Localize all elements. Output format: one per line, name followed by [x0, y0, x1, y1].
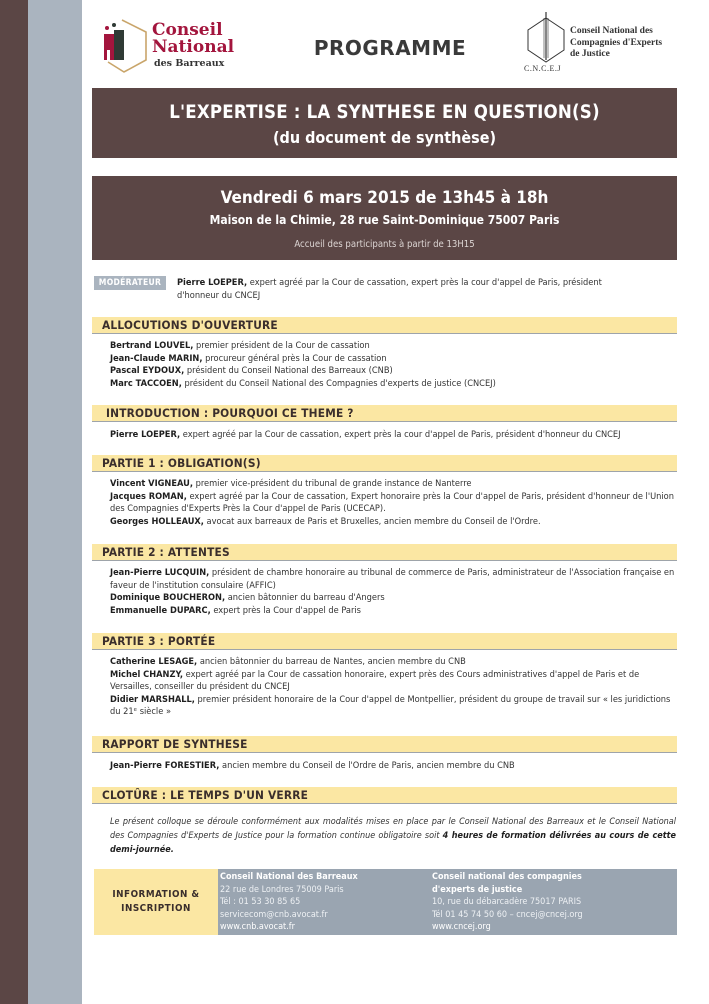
speaker-item: [110, 694, 675, 719]
speaker-desc: premier président honoraire de la Cour d'appel de Montpellier, président du groupe de travail sur « les juridictions du 21ᵉ siècle »: [110, 693, 671, 717]
speaker-list-rapport: [110, 760, 675, 773]
speaker-item: [110, 429, 675, 442]
info-tag: [94, 869, 218, 935]
cnb-logo-line3: des Barreaux: [154, 58, 225, 69]
note-bold: 4 heures de formation délivrées au cours de cette demi-journée.: [110, 831, 676, 855]
title-banner: [92, 88, 677, 158]
speaker-item: [110, 340, 675, 353]
speaker-item: [110, 478, 675, 491]
left-brown-bar: [0, 0, 28, 1004]
cncej-emblem-icon: [524, 12, 568, 66]
info-tag-line: INFORMATION &: [112, 889, 200, 900]
event-subtitle: (du document de synthèse): [272, 128, 497, 147]
speaker-list-partie-2: [110, 567, 675, 617]
event-title: L'EXPERTISE : LA SYNTHESE EN QUESTION(S): [169, 102, 600, 123]
section-header-cloture: [92, 787, 677, 804]
speaker-desc: expert agréé par la Cour de cassation, expert près la cour d'appel de Paris, président: [247, 277, 602, 288]
speaker-name: Didier MARSHALL,: [110, 693, 195, 705]
moderator-tag: MODÉRATEUR: [94, 276, 166, 290]
contact-address: 10, rue du débarcadère 75017 PARIS: [432, 897, 582, 908]
info-tag-line: INSCRIPTION: [121, 903, 191, 914]
speaker-desc: expert agréé par la Cour de cassation, Expert honoraire près la Cour d'appel de Paris, président d'honneur de l'Union des Compagnies d'Experts Près la Cour d'appel de Paris (UCECAP).: [110, 490, 674, 514]
section-header-partie-1: [92, 455, 677, 472]
section-title: RAPPORT DE SYNTHESE: [102, 737, 248, 751]
speaker-desc: expert agréé par la Cour de cassation honoraire, expert près des Cours administratives d'appel de Paris et de Versailles, conseiller du président du CNCEJ: [110, 668, 640, 692]
section-header-introduction: [92, 405, 677, 422]
contact-org-name: d'experts de justice: [432, 884, 523, 895]
cncej-name-line: Conseil National des: [570, 26, 653, 36]
event-venue: Maison de la Chimie, 28 rue Saint-Dominique 75007 Paris: [209, 213, 560, 227]
section-title: PARTIE 1 : OBLIGATION(S): [102, 456, 261, 470]
contact-email-link[interactable]: servicecom@cnb.avocat.fr: [220, 909, 328, 920]
contact-org-name: Conseil National des Barreaux: [220, 872, 358, 882]
speaker-item: [110, 656, 675, 669]
speaker-list-partie-3: [110, 656, 675, 719]
speaker-name: Dominique BOUCHERON,: [110, 592, 226, 603]
speaker-desc: expert près la Cour d'appel de Paris: [210, 604, 361, 616]
speaker-name: Pierre LOEPER,: [110, 429, 181, 440]
speaker-desc: avocat aux barreaux de Paris et Bruxelles, ancien membre du Conseil de l'Ordre.: [203, 515, 541, 527]
speaker-list-introduction: [110, 429, 675, 442]
section-title: PARTIE 2 : ATTENTES: [102, 545, 230, 559]
training-note: [110, 815, 676, 857]
speaker-item: [110, 378, 675, 391]
speaker-name: Vincent VIGNEAU,: [110, 478, 193, 489]
cnb-contact: [220, 871, 358, 934]
cnb-logo: [102, 16, 235, 76]
section-title: CLOTÛRE : LE TEMPS D'UN VERRE: [102, 788, 309, 802]
info-footer: [94, 869, 677, 935]
section-title: INTRODUCTION : POURQUOI CE THEME ?: [106, 406, 354, 420]
cncej-name: [570, 26, 662, 61]
section-header-opening: [92, 317, 677, 334]
speaker-name: Georges HOLLEAUX,: [110, 515, 204, 527]
speaker-desc: premier vice-président du tribunal de grande instance de Nanterre: [192, 478, 472, 489]
speaker-desc: d'honneur du CNCEJ: [177, 289, 261, 301]
note-text: Le présent colloque se déroule conformément aux modalités mises en place par le Conseil National des Barreaux et le Conseil National des Compagnies d'Experts de Justice pour la formation continue obligatoire soit: [110, 817, 676, 841]
speaker-item: [110, 669, 675, 694]
cncej-name-line: Compagnies d'Experts: [570, 37, 663, 48]
speaker-desc: ancien bâtonnier du barreau de Nantes, ancien membre du CNB: [197, 656, 466, 667]
section-header-rapport: [92, 736, 677, 753]
date-banner: [92, 176, 677, 260]
speaker-desc: expert agréé par la Cour de cassation, expert près la cour d'appel de Paris, président d'honneur du CNCEJ: [180, 429, 621, 440]
section-title: ALLOCUTIONS D'OUVERTURE: [102, 318, 278, 332]
speaker-item: [110, 491, 675, 516]
speaker-desc: ancien bâtonnier du barreau d'Angers: [225, 592, 385, 603]
speaker-desc: premier président de la Cour de cassation: [193, 340, 370, 351]
speaker-name: Jean-Pierre LUCQUIN,: [110, 567, 210, 578]
speaker-name: Jean-Claude MARIN,: [110, 352, 203, 364]
speaker-name: Emmanuelle DUPARC,: [110, 604, 211, 616]
speaker-name: Pierre LOEPER,: [177, 277, 248, 288]
speaker-list-opening: [110, 340, 675, 390]
cncej-contact: [432, 871, 583, 934]
cnb-logo-line2: National: [152, 37, 235, 57]
speaker-desc: président du Conseil National des Compagnies d'experts de justice (CNCEJ): [181, 377, 496, 389]
event-date: Vendredi 6 mars 2015 de 13h45 à 18h: [220, 188, 549, 208]
contact-address: 22 rue de Londres 75009 Paris: [220, 884, 344, 895]
speaker-item: [110, 353, 675, 366]
speaker-desc: procureur général près la Cour de cassation: [202, 352, 387, 364]
cncej-acronym: C.N.C.E.J: [524, 64, 561, 73]
speaker-item: [110, 605, 675, 618]
left-grey-bar: [28, 0, 82, 1004]
contact-org-name: Conseil national des compagnies: [432, 872, 582, 882]
speaker-list-partie-1: [110, 478, 675, 528]
contact-website-link[interactable]: www.cnb.avocat.fr: [220, 922, 295, 933]
section-header-partie-3: [92, 633, 677, 650]
cnb-logo-line1: Conseil: [152, 20, 223, 40]
speaker-item: [110, 516, 675, 529]
speaker-desc: président du Conseil National des Barreaux (CNB): [184, 365, 393, 376]
section-title: PARTIE 3 : PORTÉE: [102, 634, 216, 648]
cnb-emblem-icon: [102, 16, 152, 74]
speaker-name: Catherine LESAGE,: [110, 656, 198, 667]
speaker-item: [110, 592, 675, 605]
speaker-name: Jean-Pierre FORESTIER,: [110, 760, 220, 771]
cncej-logo: [524, 12, 684, 74]
speaker-desc: président de chambre honoraire au tribunal de commerce de Paris, administrateur de l'Association française en faveur de l'institution consulaire (AFFIC): [110, 567, 675, 591]
speaker-item: [110, 760, 675, 773]
speaker-name: Marc TACCOEN,: [110, 377, 182, 389]
speaker-name: Bertrand LOUVEL,: [110, 340, 194, 351]
speaker-item: [110, 365, 675, 378]
moderator-text: [177, 277, 657, 302]
speaker-desc: ancien membre du Conseil de l'Ordre de Paris, ancien membre du CNB: [219, 760, 515, 771]
speaker-item: [110, 567, 675, 592]
event-welcome: Accueil des participants à partir de 13H15: [294, 239, 475, 250]
speaker-name: Pascal EYDOUX,: [110, 365, 185, 376]
speaker-name: Michel CHANZY,: [110, 668, 184, 680]
cncej-name-line: de Justice: [570, 49, 610, 59]
page-title: PROGRAMME: [313, 36, 467, 60]
section-header-partie-2: [92, 544, 677, 561]
contact-phone-email[interactable]: Tél 01 45 74 50 60 – cncej@cncej.org: [432, 909, 583, 920]
contact-phone: Tél : 01 53 30 85 65: [220, 897, 301, 908]
contact-website-link[interactable]: www.cncej.org: [432, 922, 491, 933]
speaker-name: Jacques ROMAN,: [110, 490, 187, 502]
